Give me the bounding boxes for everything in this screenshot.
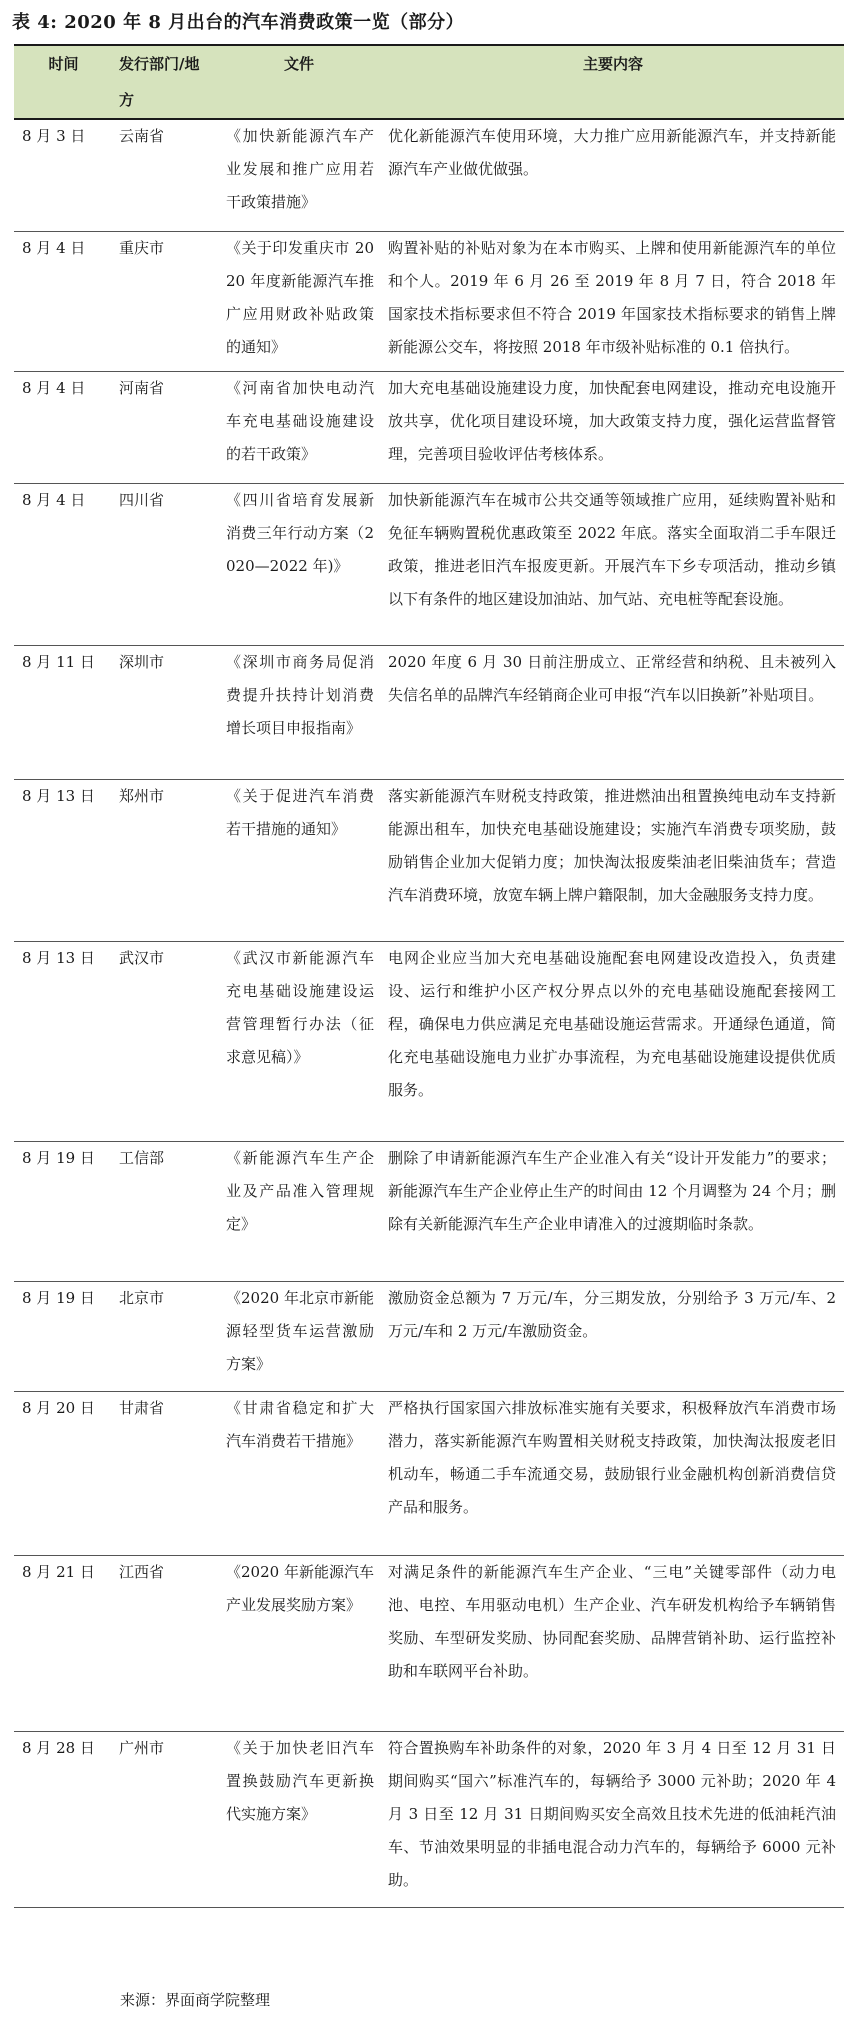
table-header <box>14 45 844 119</box>
cell-date: 8 月 19 日 <box>14 1281 113 1391</box>
cell-date: 8 月 28 日 <box>14 1731 113 1907</box>
cell-region: 深圳市 <box>113 645 216 779</box>
cell-content: 删除了申请新能源汽车生产企业准入有关“设计开发能力”的要求；新能源汽车生产企业停止生产的时间由 12 个月调整为 24 个月；删除有关新能源汽车生产企业申请准入的过渡期临时条款。 <box>382 1141 844 1281</box>
header-dept: 发行部门/地方 <box>113 45 216 119</box>
policy-table <box>14 44 844 1908</box>
cell-region: 武汉市 <box>113 941 216 1141</box>
cell-content: 优化新能源汽车使用环境，大力推广应用新能源汽车，并支持新能源汽车产业做优做强。 <box>382 119 844 231</box>
cell-content: 对满足条件的新能源汽车生产企业、“三电”关键零部件（动力电池、电控、车用驱动电机）生产企业、汽车研发机构给予车辆销售奖励、车型研发奖励、协同配套奖励、品牌营销补助、运行监控补助和车联网平台补助。 <box>382 1555 844 1731</box>
table-row <box>14 1141 844 1281</box>
cell-region: 云南省 <box>113 119 216 231</box>
table-row <box>14 1731 844 1907</box>
source-note: 来源：界面商学院整理 <box>120 1991 271 2009</box>
table-row <box>14 119 844 231</box>
cell-document: 《2020 年北京市新能源轻型货车运营激励方案》 <box>216 1281 382 1391</box>
cell-document: 《加快新能源汽车产业发展和推广应用若干政策措施》 <box>216 119 382 231</box>
cell-region: 甘肃省 <box>113 1391 216 1555</box>
header-content: 主要内容 <box>382 45 844 119</box>
table-row <box>14 779 844 941</box>
table-row <box>14 1555 844 1731</box>
table-row <box>14 231 844 371</box>
cell-content: 加快新能源汽车在城市公共交通等领域推广应用，延续购置补贴和免征车辆购置税优惠政策至 2022 年底。落实全面取消二手车限迁政策，推进老旧汽车报废更新。开展汽车下乡专项活动，推动乡镇以下有条件的地区建设加油站、加气站、充电桩等配套设施。 <box>382 483 844 645</box>
cell-date: 8 月 3 日 <box>14 119 113 231</box>
cell-region: 江西省 <box>113 1555 216 1731</box>
cell-document: 《2020 年新能源汽车产业发展奖励方案》 <box>216 1555 382 1731</box>
cell-date: 8 月 19 日 <box>14 1141 113 1281</box>
cell-region: 郑州市 <box>113 779 216 941</box>
table-row <box>14 483 844 645</box>
cell-region: 重庆市 <box>113 231 216 371</box>
table-title: 表 4: 2020 年 8 月出台的汽车消费政策一览（部分） <box>12 12 465 33</box>
cell-document: 《关于加快老旧汽车置换鼓励汽车更新换代实施方案》 <box>216 1731 382 1907</box>
cell-document: 《武汉市新能源汽车充电基础设施建设运营管理暂行办法（征求意见稿）》 <box>216 941 382 1141</box>
table-body <box>14 119 844 1907</box>
table-row <box>14 371 844 483</box>
table-row <box>14 645 844 779</box>
cell-content: 符合置换购车补助条件的对象，2020 年 3 月 4 日至 12 月 31 日期间购买“国六”标准汽车的，每辆给予 3000 元补助；2020 年 4 月 3 日至 12 月 31 日期间购买安全高效且技术先进的低油耗汽油车、节油效果明显的非插电混合动力汽车的，每辆给予 6000 元补助。 <box>382 1731 844 1907</box>
cell-content: 严格执行国家国六排放标准实施有关要求，积极释放汽车消费市场潜力，落实新能源汽车购置相关财税支持政策，加快淘汰报废老旧机动车，畅通二手车流通交易，鼓励银行业金融机构创新消费信贷产品和服务。 <box>382 1391 844 1555</box>
table-row <box>14 1391 844 1555</box>
cell-document: 《新能源汽车生产企业及产品准入管理规定》 <box>216 1141 382 1281</box>
cell-document: 《河南省加快电动汽车充电基础设施建设的若干政策》 <box>216 371 382 483</box>
cell-content: 购置补贴的补贴对象为在本市购买、上牌和使用新能源汽车的单位和个人。2019 年 6 月 26 至 2019 年 8 月 7 日，符合 2018 年国家技术指标要求但不符合 2019 年国家技术指标要求的销售上牌新能源公交车，将按照 2018 年市级补贴标准的 0.1 倍执行。 <box>382 231 844 371</box>
cell-date: 8 月 20 日 <box>14 1391 113 1555</box>
header-row <box>14 45 844 119</box>
header-date: 时间 <box>14 45 113 119</box>
cell-content: 电网企业应当加大充电基础设施配套电网建设改造投入，负责建设、运行和维护小区产权分界点以外的充电基础设施配套接网工程，确保电力供应满足充电基础设施运营需求。开通绿色通道，简化充电基础设施电力业扩办事流程，为充电基础设施建设提供优质服务。 <box>382 941 844 1141</box>
cell-date: 8 月 4 日 <box>14 483 113 645</box>
cell-content: 加大充电基础设施建设力度，加快配套电网建设，推动充电设施开放共享，优化项目建设环境，加大政策支持力度，强化运营监督管理，完善项目验收评估考核体系。 <box>382 371 844 483</box>
cell-document: 《关于印发重庆市 2020 年度新能源汽车推广应用财政补贴政策的通知》 <box>216 231 382 371</box>
table-row <box>14 1281 844 1391</box>
cell-date: 8 月 11 日 <box>14 645 113 779</box>
cell-document: 《四川省培育发展新消费三年行动方案（2020—2022 年)》 <box>216 483 382 645</box>
cell-region: 北京市 <box>113 1281 216 1391</box>
cell-region: 广州市 <box>113 1731 216 1907</box>
cell-date: 8 月 4 日 <box>14 231 113 371</box>
cell-content: 落实新能源汽车财税支持政策，推进燃油出租置换纯电动车支持新能源出租车，加快充电基础设施建设；实施汽车消费专项奖励，鼓励销售企业加大促销力度；加快淘汰报废柴油老旧柴油货车；营造汽车消费环境，放宽车辆上牌户籍限制，加大金融服务支持力度。 <box>382 779 844 941</box>
cell-document: 《甘肃省稳定和扩大汽车消费若干措施》 <box>216 1391 382 1555</box>
cell-date: 8 月 21 日 <box>14 1555 113 1731</box>
cell-date: 8 月 13 日 <box>14 779 113 941</box>
cell-region: 工信部 <box>113 1141 216 1281</box>
table-row <box>14 941 844 1141</box>
cell-document: 《关于促进汽车消费若干措施的通知》 <box>216 779 382 941</box>
cell-date: 8 月 4 日 <box>14 371 113 483</box>
cell-content: 2020 年度 6 月 30 日前注册成立、正常经营和纳税、且未被列入失信名单的品牌汽车经销商企业可申报“汽车以旧换新”补贴项目。 <box>382 645 844 779</box>
header-document: 文件 <box>216 45 382 119</box>
cell-region: 河南省 <box>113 371 216 483</box>
cell-document: 《深圳市商务局促消费提升扶持计划消费增长项目申报指南》 <box>216 645 382 779</box>
cell-content: 激励资金总额为 7 万元/车，分三期发放，分别给予 3 万元/车、2 万元/车和 2 万元/车激励资金。 <box>382 1281 844 1391</box>
cell-region: 四川省 <box>113 483 216 645</box>
cell-date: 8 月 13 日 <box>14 941 113 1141</box>
